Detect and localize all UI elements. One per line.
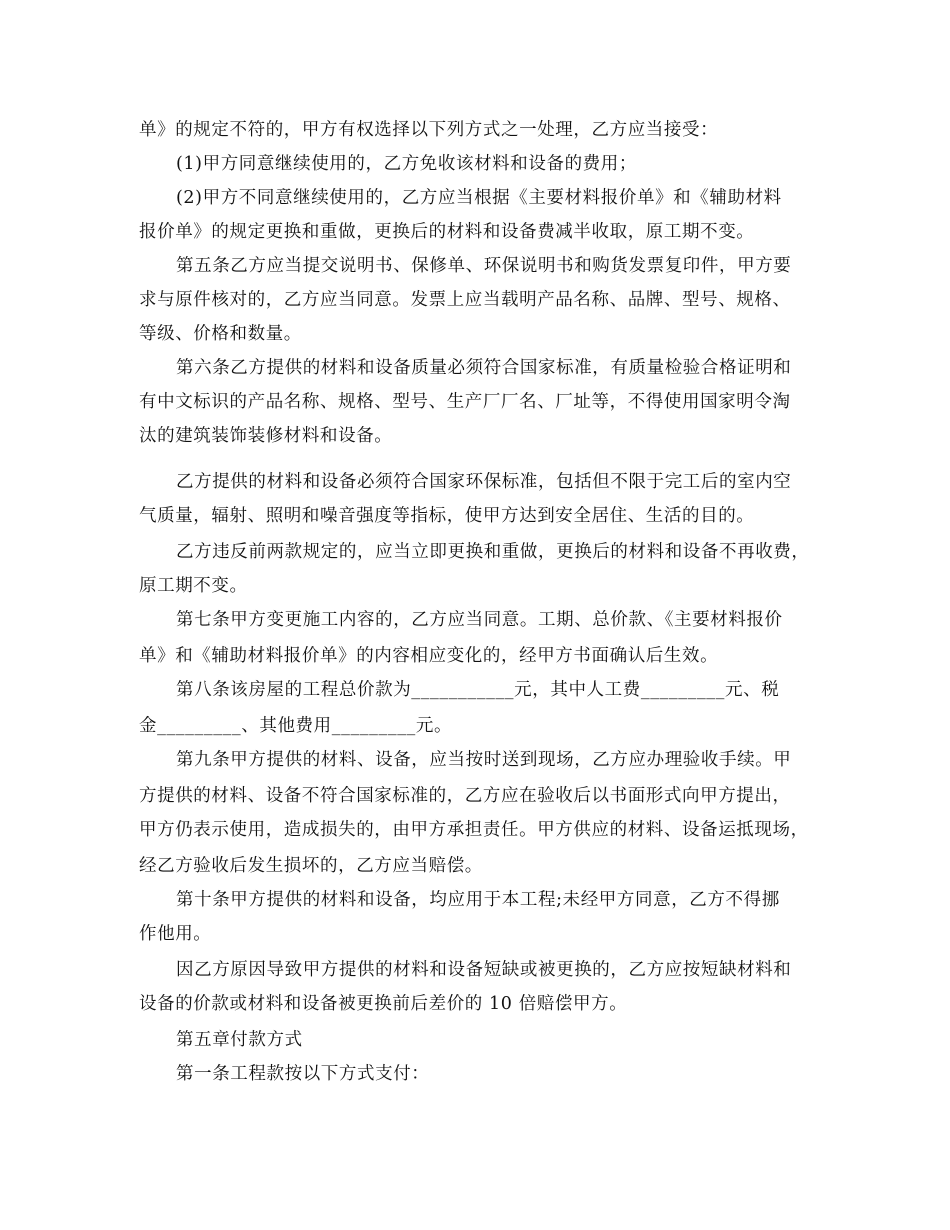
text-line: 甲方仍表示使用，造成损失的，由甲方承担责任。甲方供应的材料、设备运抵现场， <box>139 820 809 840</box>
text-line: 原工期不变。 <box>139 576 248 596</box>
text-line: 作他用。 <box>139 924 212 944</box>
text-line: 单》的规定不符的，甲方有权选择以下列方式之一处理，乙方应当接受： <box>139 120 719 140</box>
text-line: 金_________、其他费用_________元。 <box>139 716 453 736</box>
text-line: 第九条甲方提供的材料、设备，应当按时送到现场，乙方应办理验收手续。甲 <box>176 750 792 770</box>
text-line: 第八条该房屋的工程总价款为___________元，其中人工费_________元、税 <box>176 680 780 700</box>
text-line: 乙方违反前两款规定的，应当立即更换和重做，更换后的材料和设备不再收费， <box>176 542 810 562</box>
text-line: 第五条乙方应当提交说明书、保修单、环保说明书和购货发票复印件，甲方要 <box>176 256 792 276</box>
text-line: 求与原件核对的，乙方应当同意。发票上应当载明产品名称、品牌、型号、规格、 <box>139 290 791 310</box>
text-line: 第十条甲方提供的材料和设备，均应用于本工程;未经甲方同意，乙方不得挪 <box>176 890 780 910</box>
text-line: (2)甲方不同意继续使用的，乙方应当根据《主要材料报价单》和《辅助材料 <box>176 188 782 208</box>
text-line: 乙方提供的材料和设备必须符合国家环保标准，包括但不限于完工后的室内空 <box>176 472 792 492</box>
text-line: 方提供的材料、设备不符合国家标准的，乙方应在验收后以书面形式向甲方提出， <box>139 786 791 806</box>
text-line: 有中文标识的产品名称、规格、型号、生产厂厂名、厂址等，不得使用国家明令淘 <box>139 392 791 412</box>
text-line: 第六条乙方提供的材料和设备质量必须符合国家标准，有质量检验合格证明和 <box>176 358 792 378</box>
text-line: 因乙方原因导致甲方提供的材料和设备短缺或被更换的，乙方应按短缺材料和 <box>176 960 792 980</box>
section-heading: 第五章付款方式 <box>176 1030 303 1050</box>
text-line: 设备的价款或材料和设备被更换前后差价的 10 倍赔偿甲方。 <box>139 994 628 1014</box>
text-line: (1)甲方同意继续使用的，乙方免收该材料和设备的费用； <box>176 154 637 174</box>
text-line: 气质量，辐射、照明和噪音强度等指标，使甲方达到安全居住、生活的目的。 <box>139 506 755 526</box>
text-line: 经乙方验收后发生损坏的，乙方应当赔偿。 <box>139 856 483 876</box>
text-line: 第七条甲方变更施工内容的，乙方应当同意。工期、总价款、《主要材料报价 <box>176 610 783 630</box>
text-line: 报价单》的规定更换和重做，更换后的材料和设备费减半收取，原工期不变。 <box>139 222 755 242</box>
text-line: 等级、价格和数量。 <box>139 324 302 344</box>
text-line: 单》和《辅助材料报价单》的内容相应变化的，经甲方书面确认后生效。 <box>139 646 719 666</box>
text-line: 汰的建筑装饰装修材料和设备。 <box>139 426 393 446</box>
text-line: 第一条工程款按以下方式支付： <box>176 1064 430 1084</box>
